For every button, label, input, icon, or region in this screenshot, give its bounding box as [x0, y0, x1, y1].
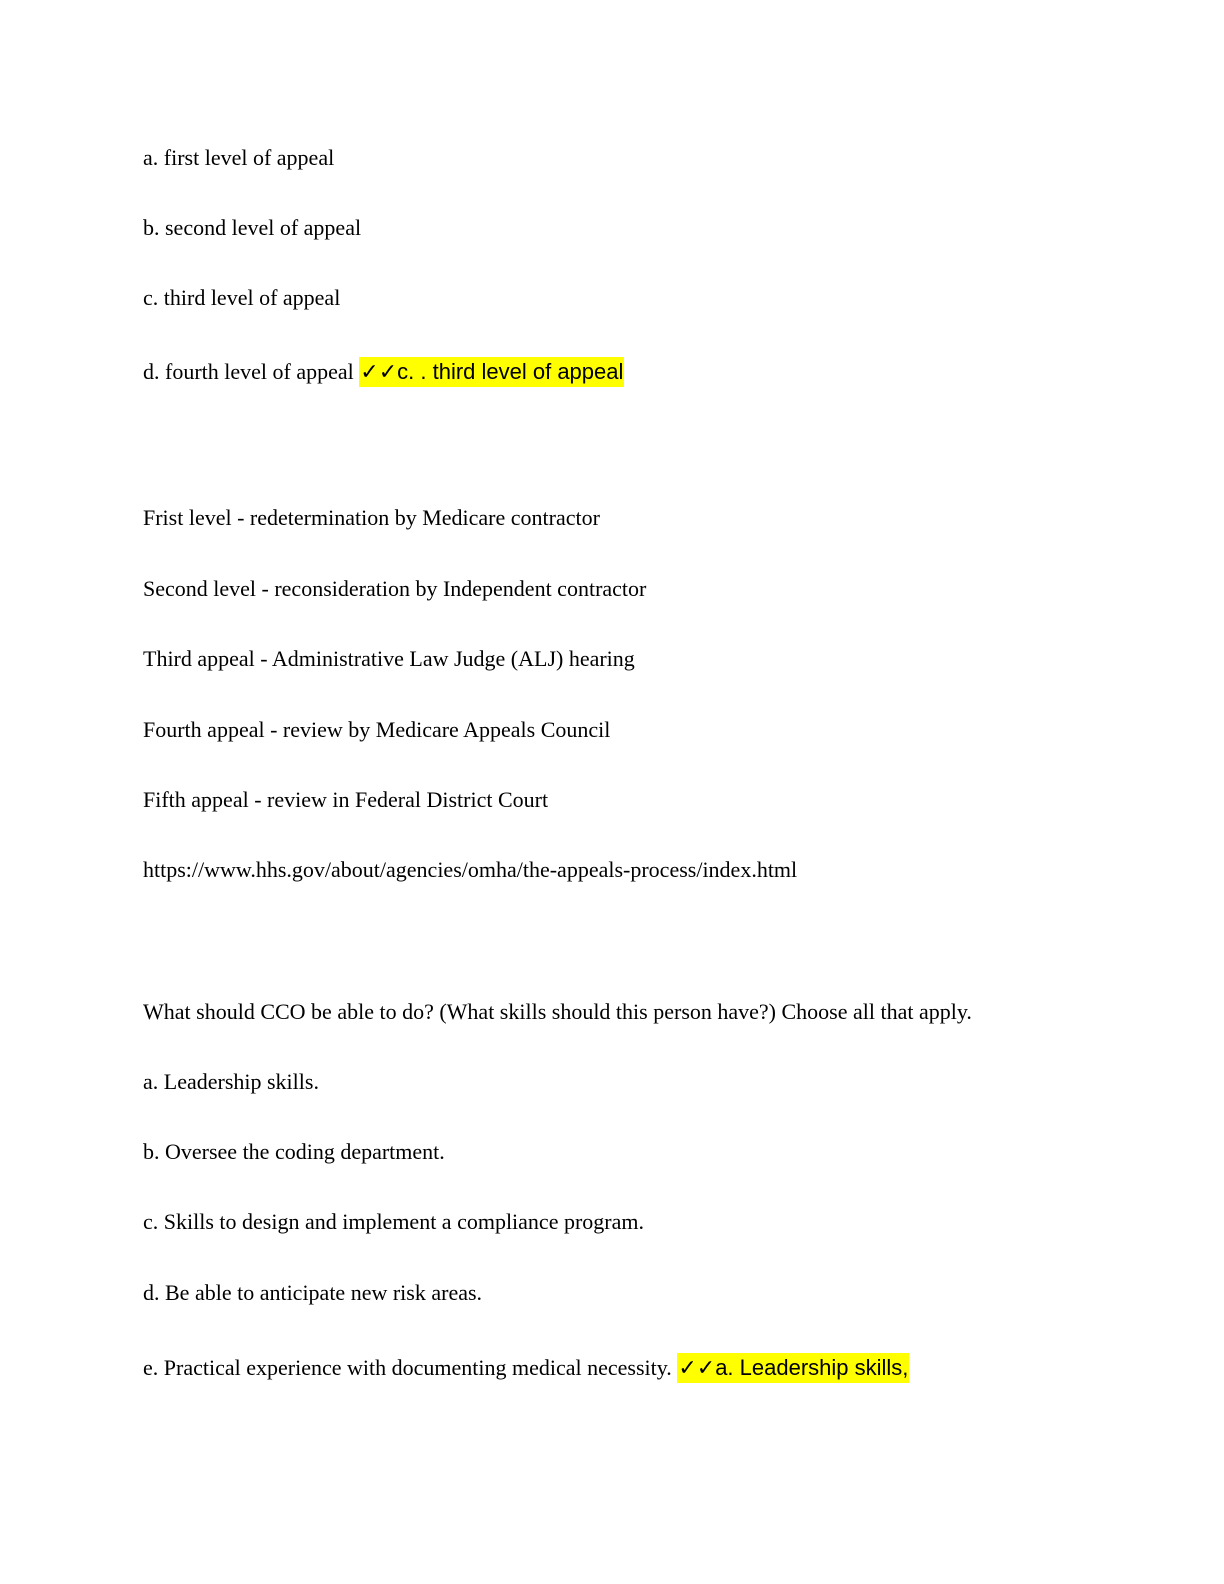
double-check-icon: ✓✓ [360, 360, 398, 385]
q2-option-c: c. Skills to design and implement a compliance program. [143, 1209, 644, 1234]
q1-explanation-line-1: Frist level - redetermination by Medicare contractor [143, 505, 600, 530]
q2-option-a: a. Leadership skills. [143, 1069, 319, 1094]
q2-answer-text: a. Leadership skills, [715, 1355, 909, 1380]
q1-answer-text: c. . third level of appeal [397, 359, 624, 384]
q2-option-d: d. Be able to anticipate new risk areas. [143, 1280, 483, 1305]
q1-option-b: b. second level of appeal [143, 215, 362, 240]
q1-reference-url: https://www.hhs.gov/about/agencies/omha/the-appeals-process/index.html [143, 857, 798, 882]
q1-option-a: a. first level of appeal [143, 145, 335, 170]
q1-explanation-line-4: Fourth appeal - review by Medicare Appeals Council [143, 717, 611, 742]
q2-option-e: e. Practical experience with documenting medical necessity. [143, 1355, 672, 1380]
q1-explanation-line-3: Third appeal - Administrative Law Judge (ALJ) hearing [143, 646, 635, 671]
q1-answer-highlight [359, 357, 624, 387]
q2-option-e-row [143, 1355, 909, 1382]
q1-option-d: d. fourth level of appeal [143, 359, 354, 384]
q2-answer-highlight [677, 1353, 909, 1383]
double-check-icon: ✓✓ [678, 1356, 716, 1381]
q1-explanation-line-5: Fifth appeal - review in Federal District Court [143, 787, 549, 812]
q1-option-c: c. third level of appeal [143, 285, 341, 310]
q1-option-d-row [143, 359, 624, 386]
q2-option-b: b. Oversee the coding department. [143, 1139, 445, 1164]
q1-explanation-line-2: Second level - reconsideration by Independent contractor [143, 576, 647, 601]
q2-prompt: What should CCO be able to do? (What skills should this person have?) Choose all that apply. [143, 999, 972, 1024]
